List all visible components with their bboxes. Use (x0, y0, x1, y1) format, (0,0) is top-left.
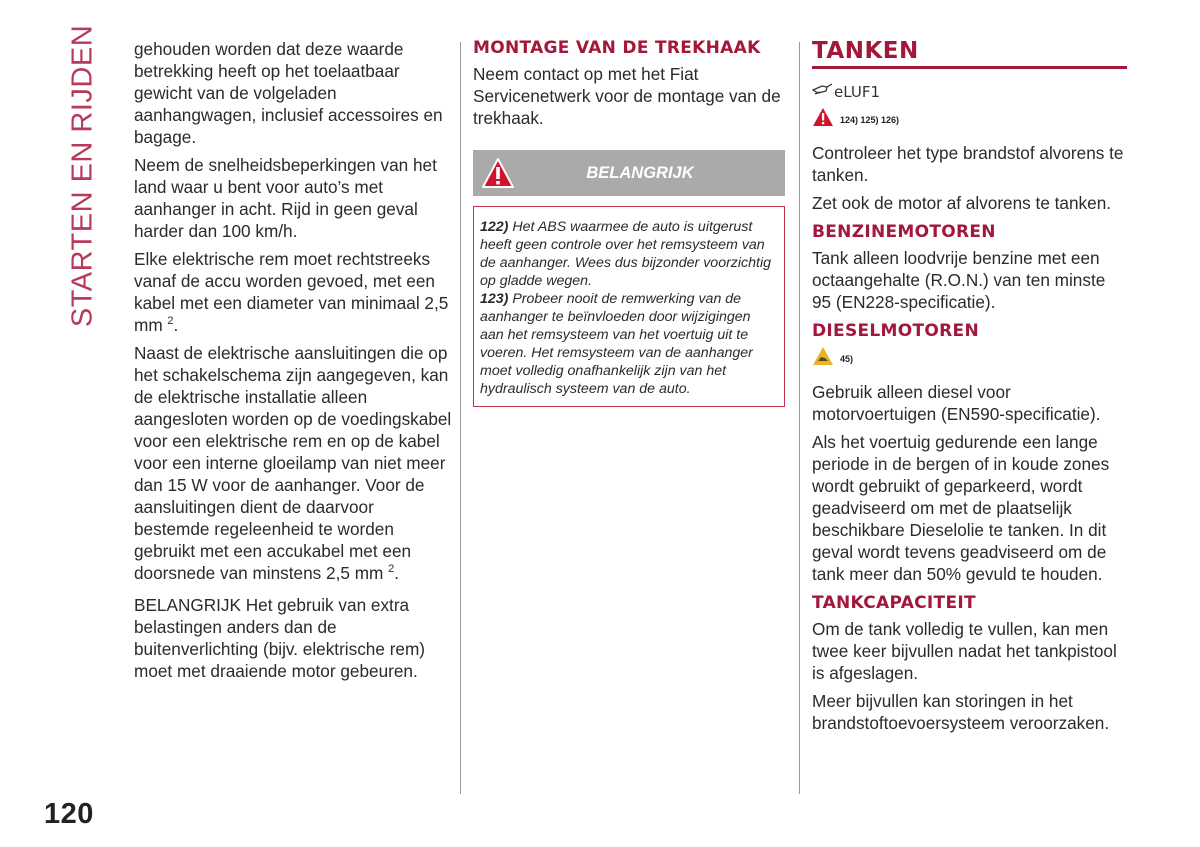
warning-banner-label: BELANGRIJK (586, 163, 694, 182)
side-tab-label: STARTEN EN RIJDEN (66, 24, 99, 328)
caution-icon (812, 346, 834, 371)
warning-note (480, 290, 778, 398)
paragraph (134, 248, 452, 336)
paragraph (134, 342, 452, 584)
side-tab (58, 24, 108, 328)
warning-banner (473, 150, 785, 196)
paragraph: Meer bijvullen kan storingen in het brandstoftoevoersysteem veroorzaken. (812, 691, 1110, 733)
paragraph-end: . (394, 563, 400, 583)
column-middle (473, 38, 785, 407)
paragraph: Zet ook de motor af alvorens te tanken. (812, 193, 1112, 213)
column-divider (460, 42, 461, 794)
section-heading: TANKCAPACITEIT (812, 593, 976, 613)
warning-note-number: 122) (480, 219, 509, 235)
section-heading: BENZINEMOTOREN (812, 222, 996, 242)
fuel-mark-row (812, 81, 1127, 102)
page-number: 120 (44, 798, 94, 830)
paragraph: Neem de snelheidsbeperkingen van het land waar u bent voor auto’s met aanhanger in acht. Rijd in geen geval harder dan 100 km/h. (134, 155, 437, 241)
warning-note-number: 123) (480, 291, 509, 307)
warning-note (480, 218, 778, 290)
warning-reference-row (812, 107, 1127, 132)
section-heading: DIESELMOTOREN (812, 321, 979, 341)
superscript: 2 (388, 563, 395, 575)
warning-triangle-icon (477, 150, 519, 196)
caution-reference: 45) (840, 353, 854, 364)
warning-triangle-icon (812, 107, 834, 132)
paragraph: Om de tank volledig te vullen, kan men twee keer bijvullen nadat het tankpistool is afgeslagen. (812, 619, 1117, 683)
superscript: 2 (167, 315, 174, 327)
warning-note-text: Het ABS waarmee de auto is uitgerust heeft geen controle over het remsysteem van de aanhanger. Wees dus bijzonder voorzichtig op gladde wegen. (480, 219, 772, 289)
warning-note-text: Probeer nooit de remwerking van de aanhanger te beïnvloeden door wijzigingen aan het remsysteem van het voertuig uit te voeren. Het remsysteem van de aanhanger moet volledig onafhankelijk zijn van het hydraulisch systeem van de auto. (480, 291, 753, 397)
fuel-label: eLUF1 (834, 82, 880, 101)
paragraph: Gebruik alleen diesel voor motorvoertuigen (EN590-specificatie). (812, 382, 1101, 424)
paragraph: Tank alleen loodvrije benzine met een octaangehalte (R.O.N.) van ten minste 95 (EN228-specificatie). (812, 248, 1106, 312)
section-heading: MONTAGE VAN DE TREKHAAK (473, 38, 761, 58)
paragraph: BELANGRIJK Het gebruik van extra belastingen anders dan de buitenverlichting (bijv. elektrische rem) moet met draaiende motor gebeuren. (134, 595, 426, 681)
paragraph-end: . (173, 315, 179, 335)
warning-reference: 124) 125) 126) (840, 114, 900, 125)
paragraph: Neem contact op met het Fiat Servicenetwerk voor de montage van de trekhaak. (473, 64, 781, 128)
column-left (134, 38, 452, 688)
paragraph: Controleer het type brandstof alvorens te tanken. (812, 143, 1124, 185)
fuel-pump-icon (812, 81, 834, 102)
paragraph-text: Elke elektrische rem moet rechtstreeks vanaf de accu worden gevoed, met een kabel met een diameter van minimaal 2,5 mm (134, 249, 449, 335)
caution-reference-row (812, 346, 1127, 371)
column-right (812, 38, 1127, 740)
paragraph: gehouden worden dat deze waarde betrekking heeft op het toelaatbaar gewicht van de volgeladen aanhangwagen, inclusief accessoires en bagage. (134, 39, 443, 147)
paragraph-text: Naast de elektrische aansluitingen die op het schakelschema zijn aangegeven, kan de elektrische installatie alleen aangesloten worden op de voedingskabel voor een elektrische rem en op de kabel voor een interne gloeilamp van niet meer dan 15 W voor de aanhanger. Voor de aansluitingen dient de daarvoor bestemde regeleenheid te worden gebruikt met een accukabel met een doorsnede van minstens 2,5 mm (134, 343, 452, 583)
column-divider (799, 42, 800, 794)
paragraph: Als het voertuig gedurende een lange periode in de bergen of in koude zones wordt gebruikt of geparkeerd, wordt geadviseerd om met de plaatselijk beschikbare Dieselolie te tanken. In dit geval wordt tevens geadviseerd om de tank meer dan 50% gevuld te houden. (812, 432, 1110, 584)
main-heading: TANKEN (812, 38, 1127, 69)
warning-box (473, 206, 785, 407)
